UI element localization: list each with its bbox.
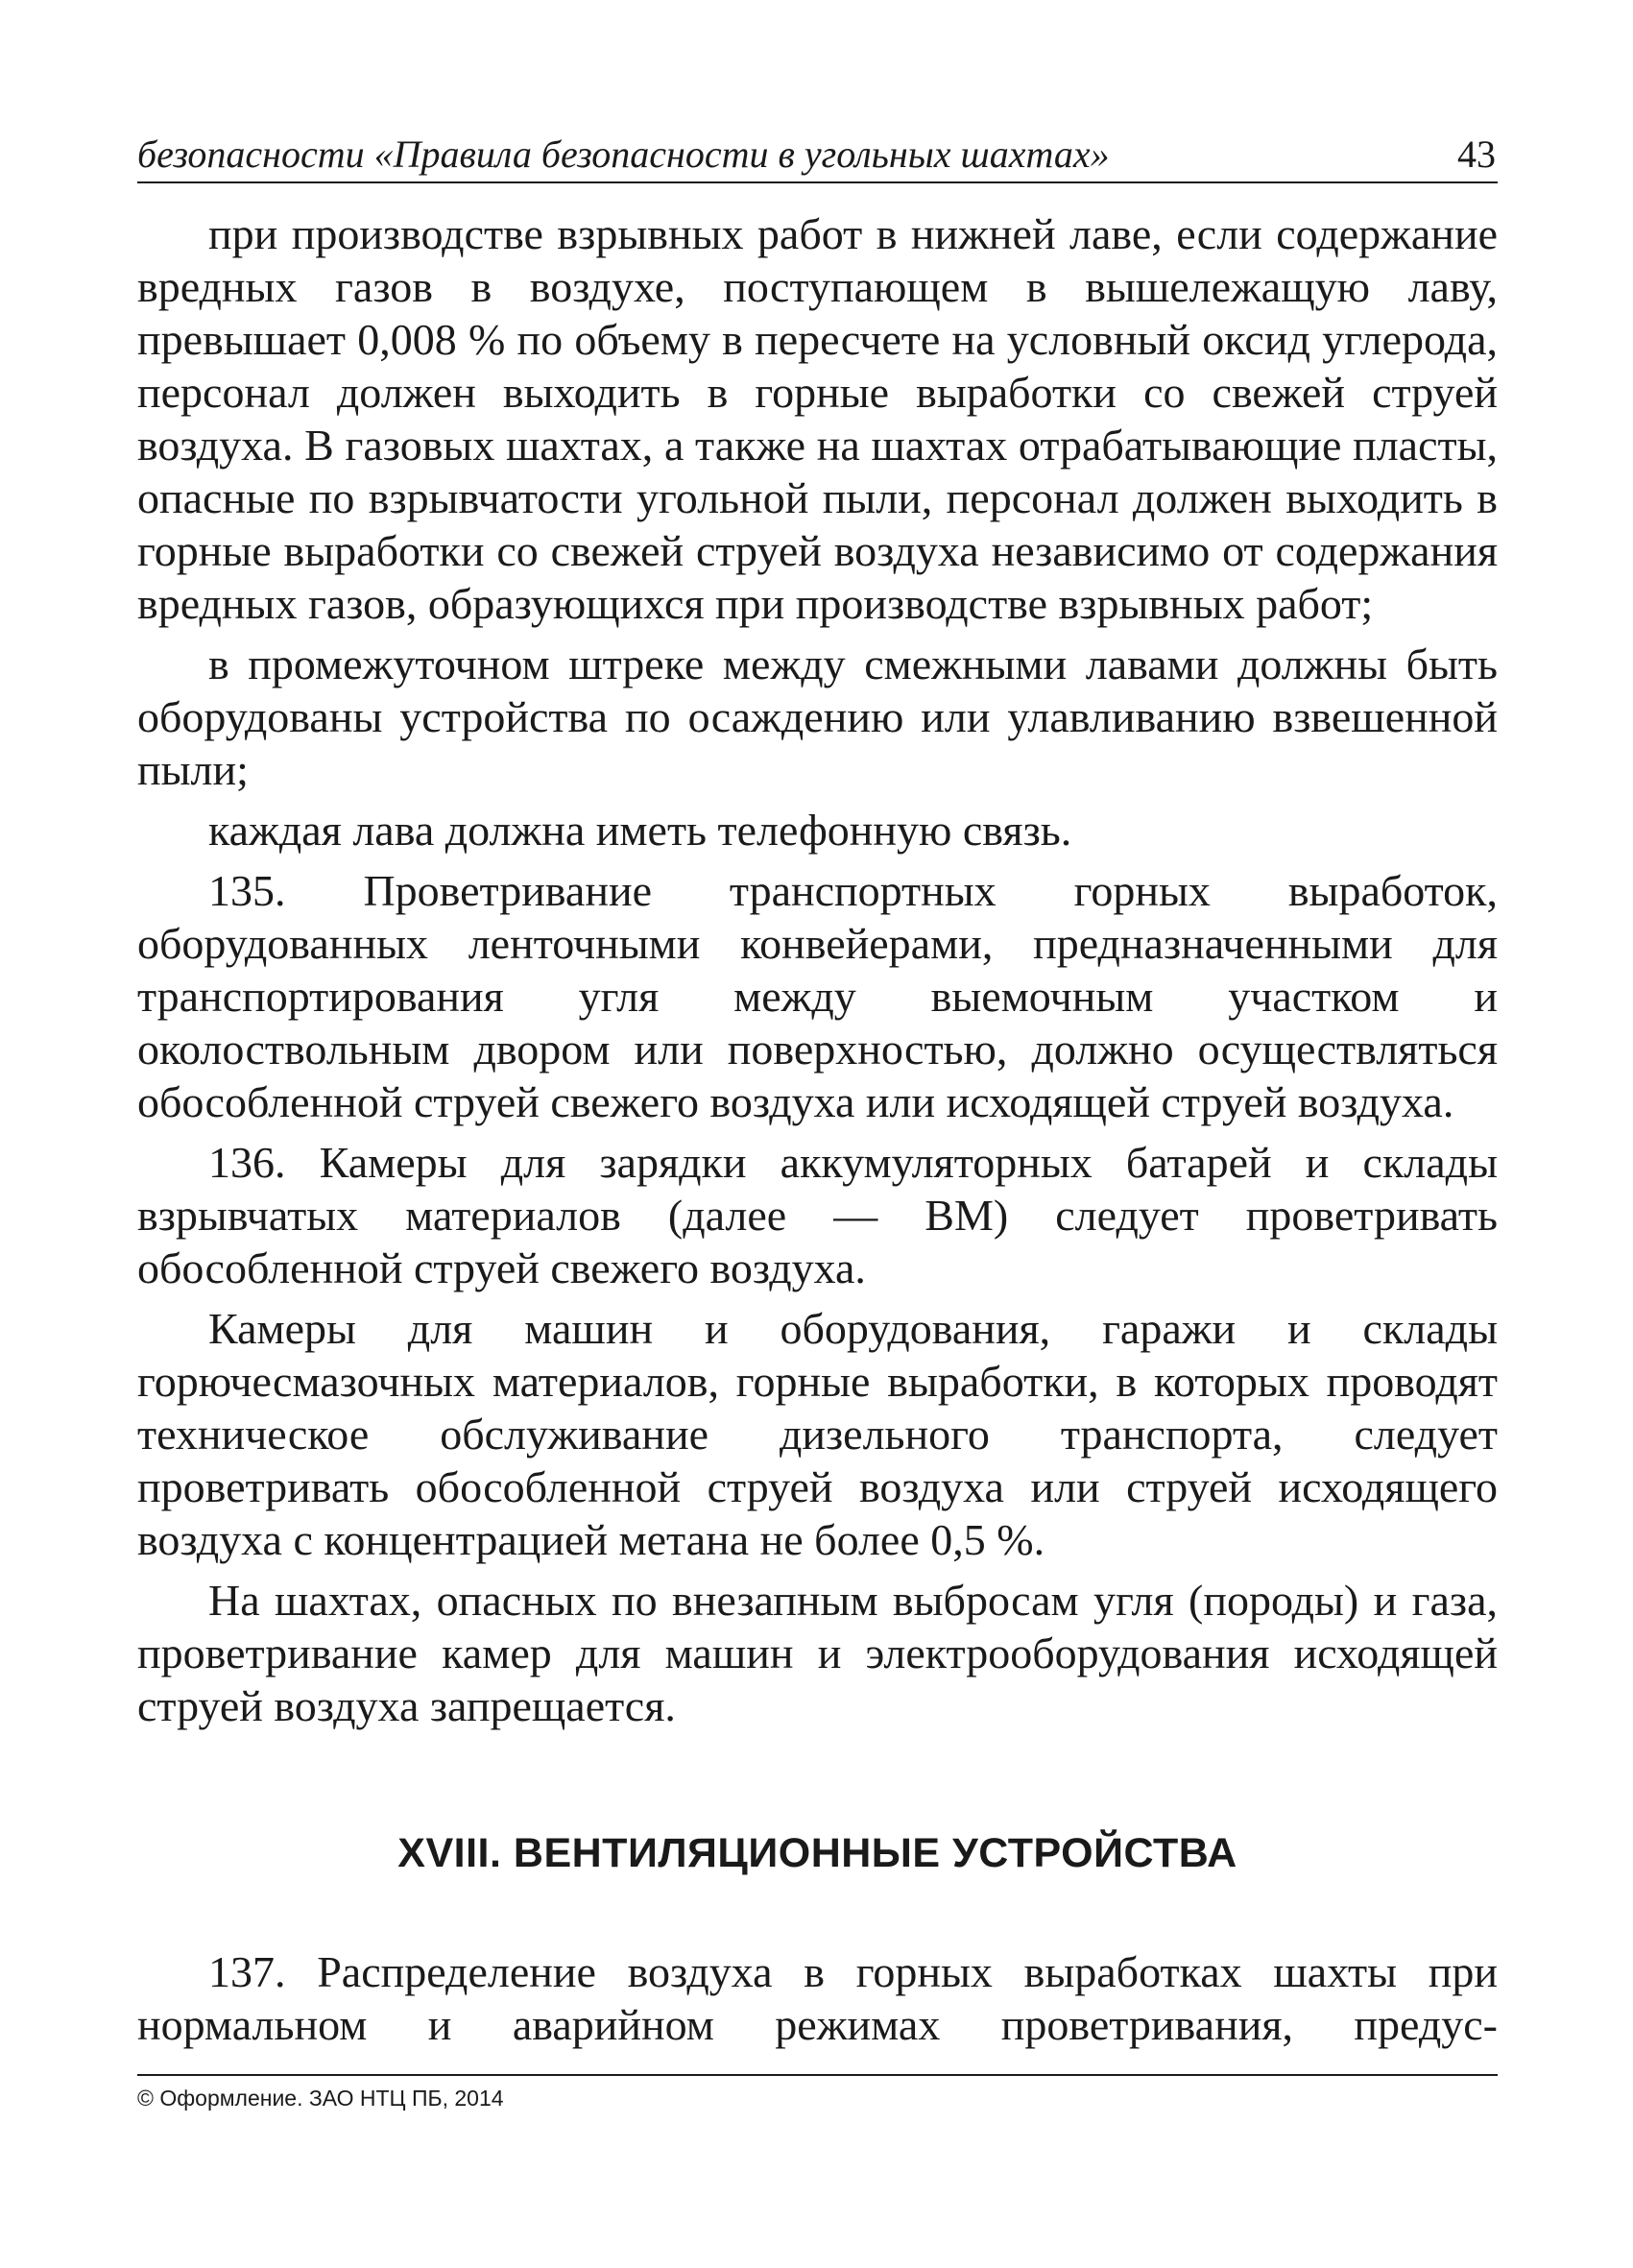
section-heading: XVIII. ВЕНТИЛЯЦИОННЫЕ УСТРОЙСТВА	[397, 1830, 1237, 1876]
document-page	[137, 0, 1498, 2268]
running-header	[137, 130, 1498, 183]
paragraph-outburst-mines: На шахтах, опасных по внезапным выбросам угля (породы) и газа, проветривание камер для машин и электрооборудования исходящей струей воздуха запрещается.	[137, 1576, 1498, 1730]
paragraph-chambers-machines: Камеры для машин и оборудования, гаражи и склады горючесмазочных материалов, горные выработки, в которых проводят техническое обслуживание дизельного транспорта, следует проветривать обособленной струей воздуха или струей исходящего воздуха с концентрацией метана не более 0,5 %.	[137, 1304, 1498, 1564]
body-text	[137, 207, 1498, 1740]
paragraph-135: 135. Проветривание транспортных горных выработок, оборудованных ленточными конвейерами, предназначенными для транспортирования угля между выемочным участком и околоствольным двором или поверхностью, должно осуществляться обособленной струей свежего воздуха или исходящей струей воздуха.	[137, 866, 1498, 1126]
page-footer	[137, 2074, 1498, 2111]
page-number: 43	[1457, 133, 1496, 176]
section-body	[137, 1945, 1498, 2051]
copyright-notice: © Оформление. ЗАО НТЦ ПБ, 2014	[137, 2086, 504, 2111]
paragraph-136: 136. Камеры для зарядки аккумуляторных батарей и склады взрывчатых материалов (далее — ВМ) следует проветривать обособленной струей свежего воздуха.	[137, 1138, 1498, 1292]
paragraph-137: 137. Распределение воздуха в горных выработках шахты при нормальном и аварийном режимах проветривания, предус-	[137, 1947, 1498, 2049]
running-title: безопасности «Правила безопасности в угольных шахтах»	[137, 133, 1110, 176]
paragraph-intermediate-drift: в промежуточном штреке между смежными лавами должны быть оборудованы устройства по осаждению или улавливанию взвешенной пыли;	[137, 639, 1498, 794]
paragraph-blasting-lower-lava: при производстве взрывных работ в нижней лаве, если содержание вредных газов в воздухе, поступающем в вышележащую лаву, превышает 0,008 % по объему в пересчете на условный оксид углерода, персонал должен выходить в горные выработки со свежей струей воздуха. В газовых шахтах, а также на шахтах отрабатывающие пласты, опасные по взрывчатости угольной пыли, персонал должен выходить в горные выработки со свежей струей воздуха независимо от содержания вредных газов, образующихся при производстве взрывных работ;	[137, 209, 1498, 628]
paragraph-telephone: каждая лава должна иметь телефонную связь.	[208, 806, 1072, 855]
